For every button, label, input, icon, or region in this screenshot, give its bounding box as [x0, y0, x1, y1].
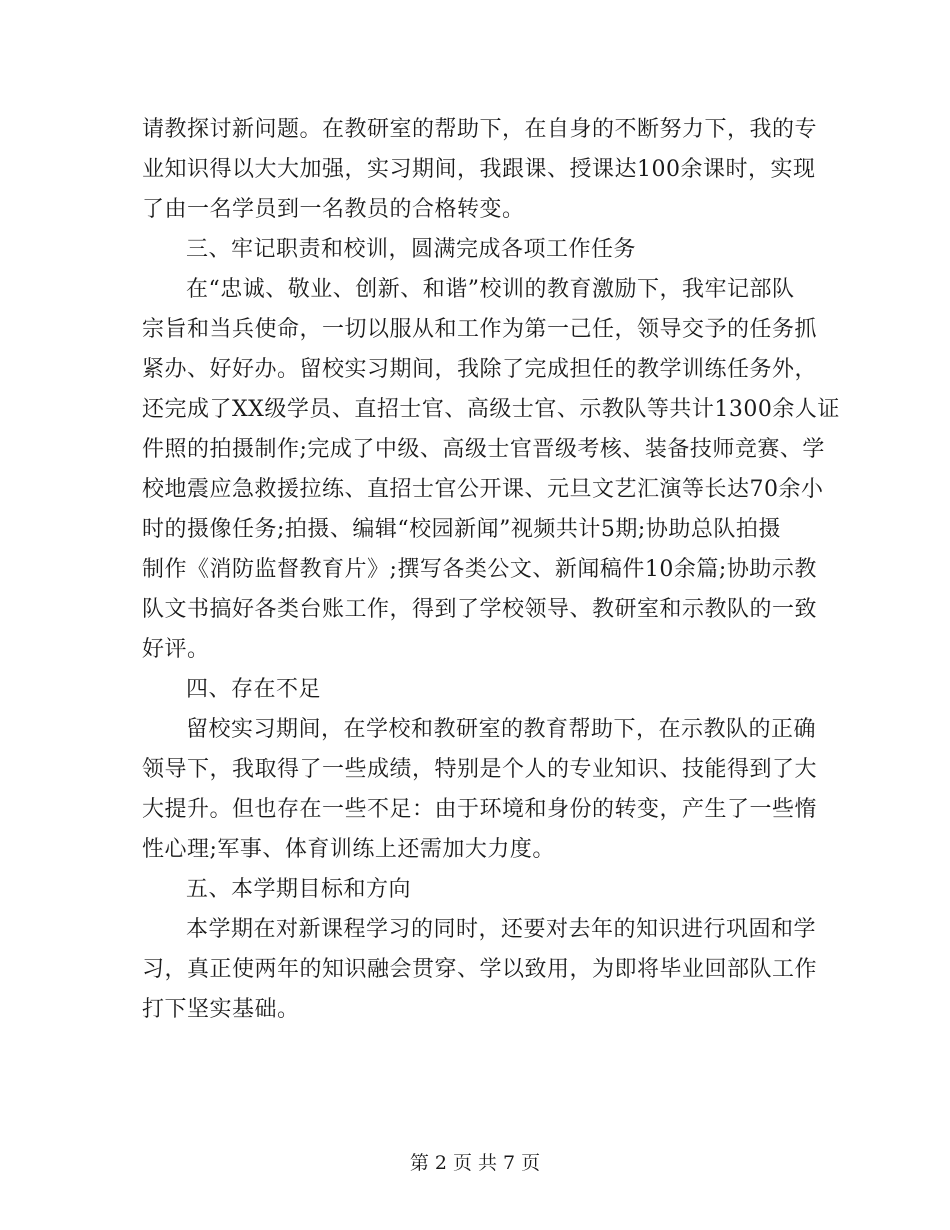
- paragraph-line: 在“忠诚、敬业、创新、和谐”校训的教育激励下，我牢记部队: [186, 277, 795, 302]
- paragraph-line: 件照的拍摄制作;完成了中级、高级士官晋级考核、装备技师竞赛、学: [142, 437, 825, 462]
- section-heading-4: 四、存在不足: [186, 677, 322, 702]
- paragraph-line: 性心理;军事、体育训练上还需加大力度。: [142, 837, 555, 862]
- paragraph-line: 留校实习期间，在学校和教研室的教育帮助下，在示教队的正确: [186, 717, 817, 742]
- paragraph-line: 了由一名学员到一名教员的合格转变。: [142, 197, 525, 222]
- paragraph-line: 紧办、好好办。留校实习期间，我除了完成担任的教学训练任务外，: [142, 357, 818, 382]
- paragraph-line: 业知识得以大大加强，实习期间，我跟课、授课达100余课时，实现: [142, 157, 816, 182]
- paragraph-line: 习，真正使两年的知识融会贯穿、学以致用，为即将毕业回部队工作: [142, 957, 818, 982]
- section-heading-3: 三、牢记职责和校训，圆满完成各项工作任务: [186, 237, 637, 262]
- page-number-footer: 第 2 页 共 7 页: [409, 1152, 541, 1174]
- paragraph-line: 宗旨和当兵使命，一切以服从和工作为第一己任，领导交予的任务抓: [142, 317, 818, 342]
- paragraph-line: 本学期在对新课程学习的同时，还要对去年的知识进行巩固和学: [186, 917, 817, 942]
- paragraph-line: 大提升。但也存在一些不足：由于环境和身份的转变，产生了一些惰: [142, 797, 818, 822]
- paragraph-line: 队文书搞好各类台账工作，得到了学校领导、教研室和示教队的一致: [142, 597, 818, 622]
- section-heading-5: 五、本学期目标和方向: [186, 877, 412, 902]
- paragraph-line: 领导下，我取得了一些成绩，特别是个人的专业知识、技能得到了大: [142, 757, 818, 782]
- paragraph-line: 制作《消防监督教育片》;撰写各类公文、新闻稿件10余篇;协助示教: [142, 557, 817, 582]
- paragraph-line: 校地震应急救援拉练、直招士官公开课、元旦文艺汇演等长达70余小: [142, 477, 824, 502]
- paragraph-line: 时的摄像任务;拍摄、编辑“校园新闻”视频共计5期;协助总队拍摄: [142, 517, 781, 542]
- paragraph-line: 打下坚实基础。: [142, 997, 300, 1022]
- document-body: [142, 110, 840, 1030]
- paragraph-line: 好评。: [142, 637, 210, 662]
- paragraph-line: 请教探讨新问题。在教研室的帮助下，在自身的不断努力下，我的专: [142, 117, 818, 142]
- paragraph-line: 还完成了XX级学员、直招士官、高级士官、示教队等共计1300余人证: [142, 397, 840, 422]
